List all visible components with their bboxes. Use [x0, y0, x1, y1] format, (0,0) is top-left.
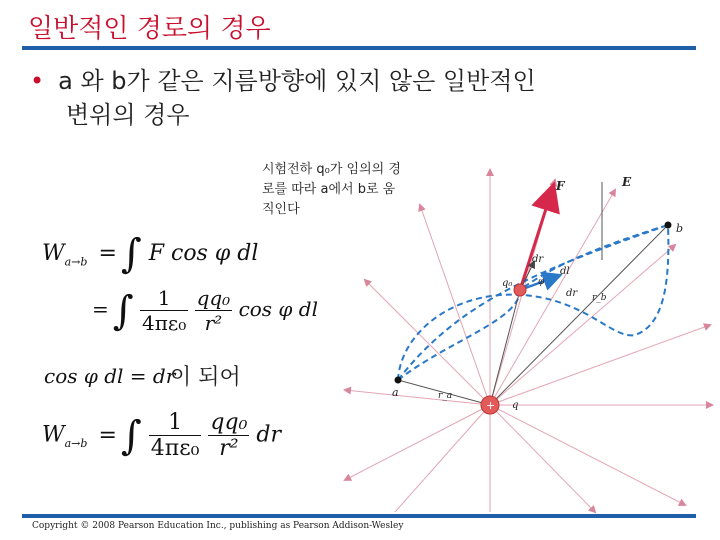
frac-numerator: 1: [149, 410, 202, 436]
r-line: [490, 290, 520, 405]
frac-numerator: 1: [140, 286, 188, 311]
copyright-footer: Copyright © 2008 Pearson Education Inc., publishing as Pearson Addison-Wesley: [32, 521, 404, 531]
frac-numerator: qq₀: [210, 410, 248, 435]
bullet-line-2: 변위의 경우: [66, 101, 190, 129]
fraction-charges: [195, 286, 233, 335]
eq4-w: W: [42, 422, 65, 448]
field-line: [345, 390, 490, 405]
fraction-coulomb-constant: [149, 410, 202, 461]
point-a: [395, 377, 402, 384]
eq1-subscript: a→b: [64, 255, 88, 269]
field-line: [490, 325, 710, 405]
top-rule: [22, 46, 696, 50]
frac-denominator: 4πε₀: [150, 436, 200, 461]
caption-line-1: 시험전하 q₀가 임의의 경: [262, 162, 401, 177]
eq1-integrand: F cos φ dl: [148, 241, 259, 266]
label-q0: q₀: [502, 278, 513, 289]
bottom-rule: [22, 514, 696, 518]
force-label: F: [556, 179, 565, 193]
field-line: [490, 245, 675, 405]
eq1-w: W: [42, 241, 65, 266]
point-b: [665, 222, 672, 229]
fraction-charges: [208, 410, 249, 461]
caption-line-3: 직인다: [262, 202, 300, 217]
field-path-diagram: [340, 150, 720, 514]
bullet-line-1: a 와 b가 같은 지름방향에 있지 않은 일반적인: [58, 67, 536, 95]
label-ra: r_a: [438, 391, 453, 401]
label-dl: dl: [560, 266, 570, 277]
eq2-tail: cos φ dl: [238, 297, 318, 321]
field-lines: [345, 170, 712, 512]
plus-sign: +: [486, 399, 496, 412]
integral-sign: ∫: [112, 287, 134, 334]
integral-sign: ∫: [120, 412, 142, 459]
label-dr-prime: dr: [532, 254, 544, 265]
e-field-label: E: [622, 175, 632, 189]
equation-coulomb-work: = ∫ $\frac{1}{\text{4πε₀}}$ $\frac{\text{qq₀}}{\text{r²}}$ cos φ dl: [92, 286, 318, 335]
frac-denominator: 4πε₀: [141, 311, 187, 335]
label-b: b: [676, 222, 684, 235]
bullet-point: [30, 64, 670, 129]
equation-cos-dl: [44, 364, 175, 388]
label-rb: r_b: [592, 293, 607, 303]
label-q: q: [512, 400, 519, 411]
integral-sign: ∫: [120, 231, 142, 277]
field-line: [490, 405, 595, 512]
field-line: [365, 280, 490, 405]
bullet-marker: •: [30, 67, 45, 95]
label-dr: dr: [566, 288, 578, 299]
eq3-text: cos φ dl = dr: [44, 364, 176, 388]
label-a: a: [392, 386, 399, 399]
eq4-tail: dr: [256, 422, 282, 448]
frac-denominator: r²: [204, 311, 223, 335]
equation-work-result: $W_{a\to b}$ = ∫ $\frac{1}{\text{4πε₀}}$ $\frac{\text{qq₀}}{\text{r²}}$ dr: [42, 410, 282, 461]
equation-work-definition: $W_{a\to b}$ = ∫ F cos φ dl: [42, 231, 259, 277]
frac-numerator: qq₀: [196, 286, 231, 310]
fraction-coulomb-constant: [140, 286, 188, 335]
test-charge: [514, 284, 526, 296]
field-line: [490, 405, 685, 505]
frac-denominator: r²: [219, 436, 239, 461]
page-title: 일반적인 경로의 경우: [28, 14, 271, 44]
field-line: [345, 405, 490, 480]
label-phi: φ: [538, 277, 545, 287]
caption-line-2: 로를 따라 a에서 b로 움: [262, 182, 396, 197]
field-line: [395, 405, 490, 512]
eq4-subscript: a→b: [64, 436, 88, 450]
note-text: 이 되어: [170, 365, 241, 390]
